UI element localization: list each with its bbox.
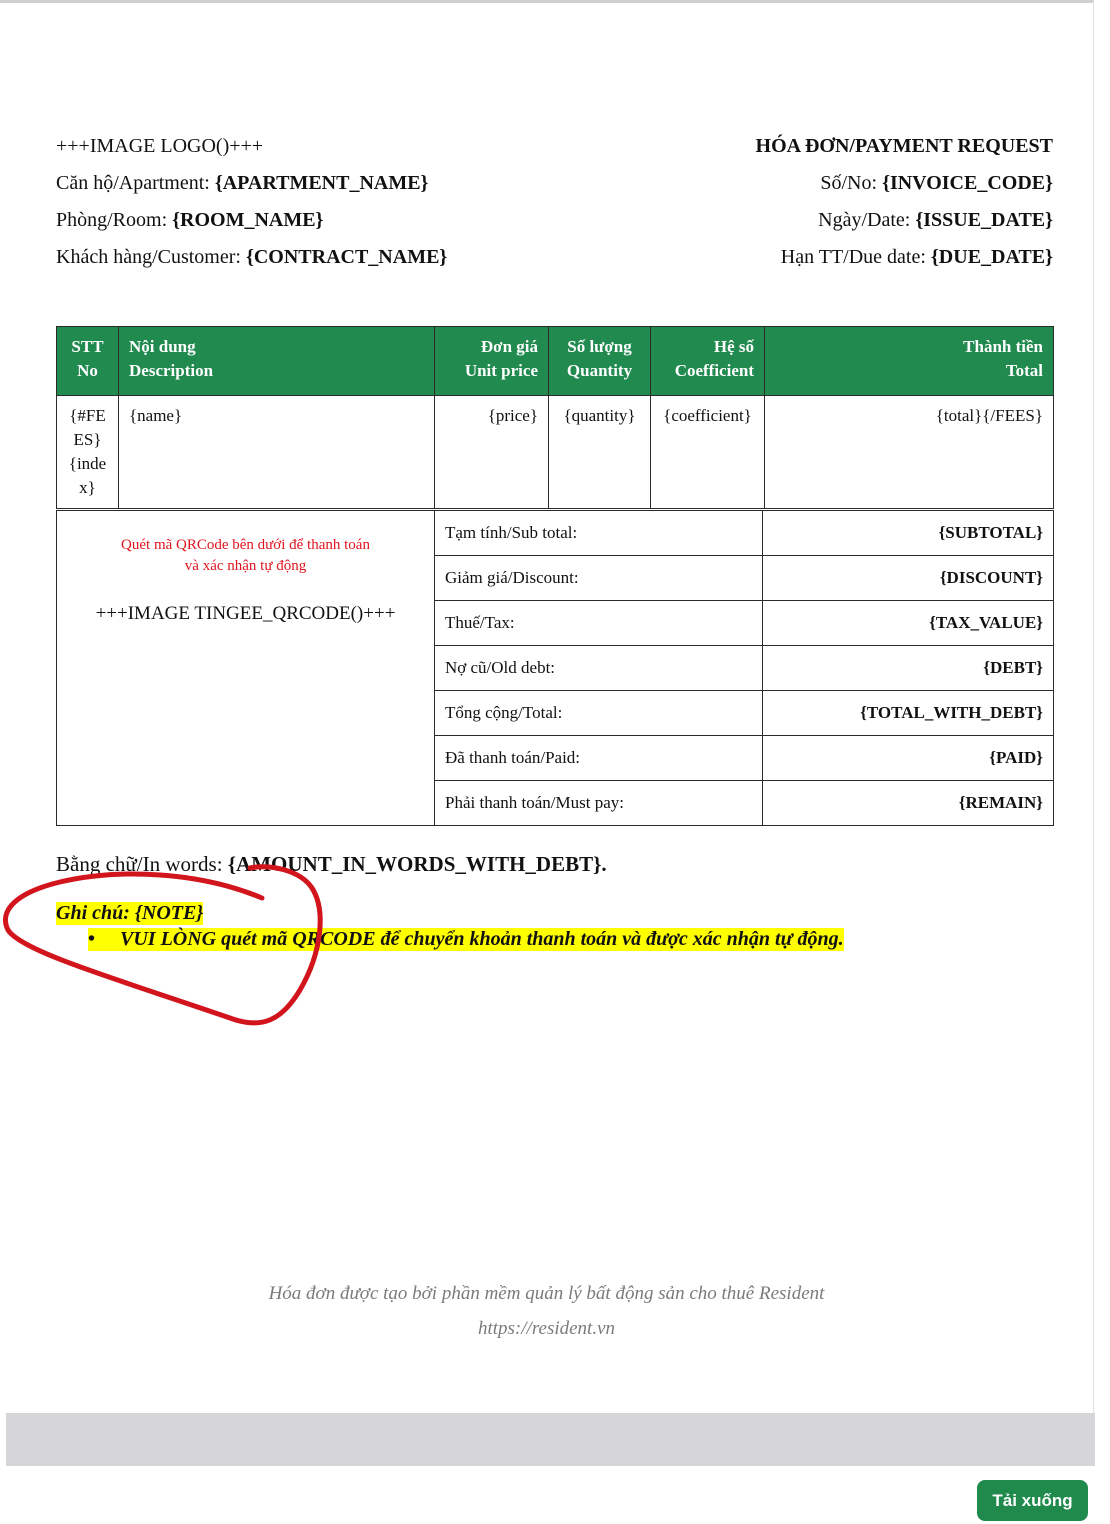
apartment-line <box>56 165 447 202</box>
cell-price: {price} <box>435 396 549 509</box>
logo-placeholder: +++IMAGE LOGO()+++ <box>56 135 264 157</box>
summary-table <box>56 510 1054 826</box>
scrollbar-gutter[interactable] <box>1093 0 1110 1413</box>
old-debt-label: Nợ cũ/Old debt: <box>435 646 763 691</box>
col-header-no: STT No <box>57 327 119 396</box>
fees-header-row <box>57 327 1054 396</box>
cell-coefficient: {coefficient} <box>651 396 765 509</box>
apartment-label: Căn hộ/Apartment: <box>56 172 215 194</box>
invoice-title: HÓA ĐƠN/PAYMENT REQUEST <box>755 135 1053 157</box>
room-line <box>56 202 447 239</box>
tax-value: {TAX_VALUE} <box>763 601 1054 646</box>
discount-value: {DISCOUNT} <box>763 556 1054 601</box>
total-value: {TOTAL_WITH_DEBT} <box>763 691 1054 736</box>
fee-row <box>57 396 1054 509</box>
viewer-bottom-band <box>6 1413 1095 1466</box>
col-header-coefficient: Hệ số Coefficient <box>651 327 765 396</box>
issue-date-value: {ISSUE_DATE} <box>915 209 1053 231</box>
amount-in-words <box>56 852 607 877</box>
customer-line <box>56 239 447 276</box>
note-bullet <box>88 928 844 951</box>
col-header-description: Nội dung Description <box>119 327 435 396</box>
cell-quantity: {quantity} <box>549 396 651 509</box>
note-bullet-text: VUI LÒNG quét mã QRCODE để chuyển khoản thanh toán và được xác nhận tự động. <box>120 928 844 950</box>
room-label: Phòng/Room: <box>56 209 173 231</box>
due-date-value: {DUE_DATE} <box>930 246 1053 268</box>
footer-credit: Hóa đơn được tạo bởi phần mềm quản lý bất động sản cho thuê Resident <box>268 1283 825 1304</box>
col-header-unit-price: Đơn giá Unit price <box>435 327 549 396</box>
header-left <box>56 128 447 276</box>
subtotal-value: {SUBTOTAL} <box>763 511 1054 556</box>
cell-no: {#FE ES} {inde x} <box>57 396 119 509</box>
room-value: {ROOM_NAME} <box>172 209 324 231</box>
invoice-number-value: {INVOICE_CODE} <box>882 172 1053 194</box>
apartment-value: {APARTMENT_NAME} <box>214 172 429 194</box>
customer-value: {CONTRACT_NAME} <box>245 246 448 268</box>
due-date-label: Hạn TT/Due date: <box>780 246 931 268</box>
tax-label: Thuế/Tax: <box>435 601 763 646</box>
issue-date-line <box>756 202 1053 239</box>
download-button[interactable]: Tải xuống <box>977 1480 1088 1521</box>
invoice-number-line <box>756 165 1053 202</box>
discount-label: Giảm giá/Discount: <box>435 556 763 601</box>
must-pay-label: Phải thanh toán/Must pay: <box>435 781 763 826</box>
amount-in-words-label: Bằng chữ/In words: <box>56 852 228 876</box>
must-pay-value: {REMAIN} <box>763 781 1054 826</box>
qr-cell <box>57 511 435 826</box>
header-right <box>756 128 1053 276</box>
invoice-number-label: Số/No: <box>820 172 883 194</box>
col-header-total: Thành tiền Total <box>765 327 1054 396</box>
footer-url[interactable]: https://resident.vn <box>477 1318 616 1339</box>
due-date-line <box>756 239 1053 276</box>
cell-total: {total}{/FEES} <box>765 396 1054 509</box>
total-label: Tổng cộng/Total: <box>435 691 763 736</box>
issue-date-label: Ngày/Date: <box>818 209 916 231</box>
col-header-quantity: Số lượng Quantity <box>549 327 651 396</box>
paid-label: Đã thanh toán/Paid: <box>435 736 763 781</box>
old-debt-value: {DEBT} <box>763 646 1054 691</box>
paid-value: {PAID} <box>763 736 1054 781</box>
customer-label: Khách hàng/Customer: <box>56 246 246 268</box>
qr-hint: Quét mã QRCode bên dưới để thanh toán và xác nhận tự động <box>121 537 370 574</box>
fees-table <box>56 326 1054 509</box>
bullet-icon: • <box>88 928 96 950</box>
note-title: Ghi chú: {NOTE} <box>56 902 204 924</box>
amount-in-words-value: {AMOUNT_IN_WORDS_WITH_DEBT}. <box>227 852 607 876</box>
subtotal-label: Tạm tính/Sub total: <box>435 511 763 556</box>
qr-code-placeholder: +++IMAGE TINGEE_QRCODE()+++ <box>95 603 396 624</box>
cell-name: {name} <box>119 396 435 509</box>
summary-row <box>57 511 1054 556</box>
